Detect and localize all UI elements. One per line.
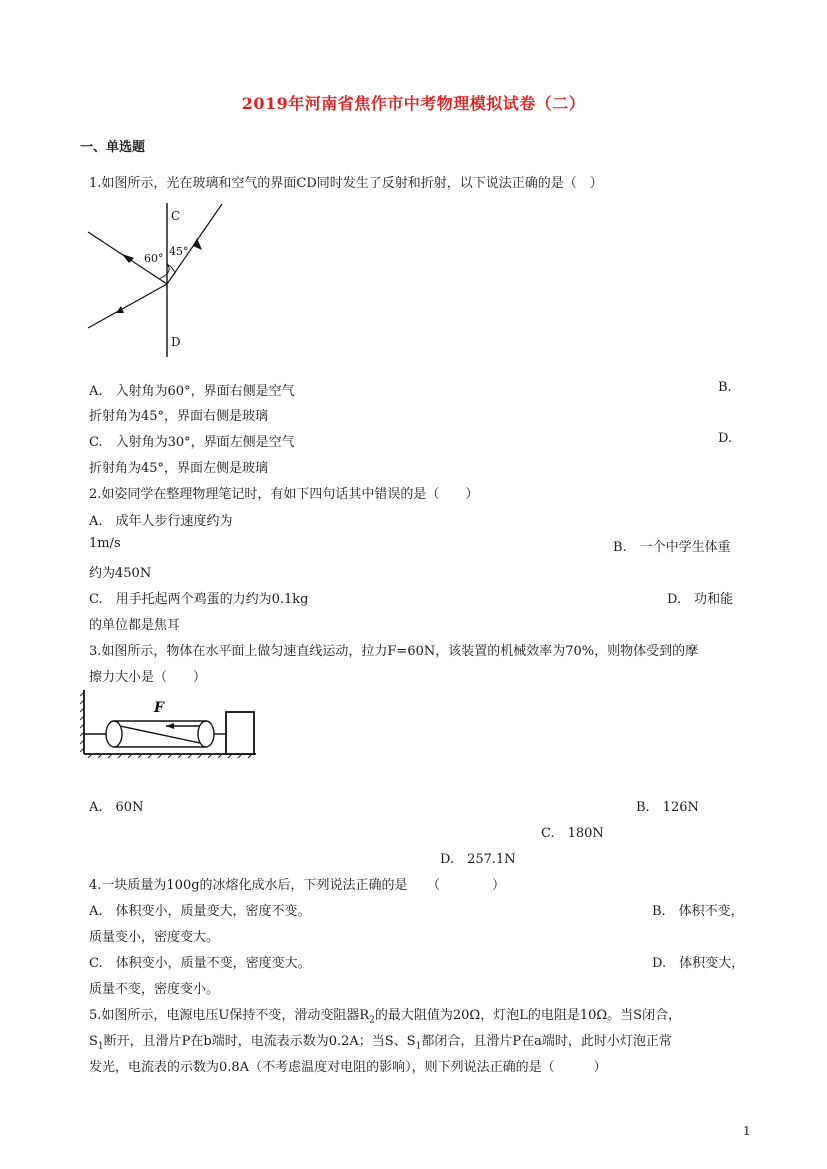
q1-option-a: A. 入射角为60°，界面右侧是空气 [89, 384, 295, 399]
q3-option-d: D. 257.1N [440, 852, 516, 867]
q1-option-b-letter: B. [718, 380, 732, 395]
question-1-text: 1.如图所示，光在玻璃和空气的界面CD同时发生了反射和折射，以下说法正确的是（ ） [89, 176, 603, 191]
q4-option-d-cont: 质量不变，密度变小。 [89, 982, 220, 997]
q2-option-d-cont: 的单位都是焦耳 [89, 618, 181, 633]
q2-option-a-cont: 1m/s [89, 536, 121, 551]
force-label: F [154, 700, 164, 716]
q4-option-a: A. 体积变小，质量变大，密度不变。 [89, 904, 311, 919]
question-5-line1: 5.如图所示，电源电压U保持不变，滑动变阻器$R_2$的最大阻值为20Ω，灯泡L的电阻是10Ω。当S闭合， [89, 1008, 682, 1026]
q4-option-b: B. 体积不变， [652, 904, 744, 919]
page-title: 2019年河南省焦作市中考物理模拟试卷（二） [241, 94, 586, 113]
question-4-text: 4.一块质量为100g的冰熔化成水后，下列说法正确的是 （ ） [89, 878, 506, 893]
question-3-text-line2: 擦力大小是（ ） [89, 670, 207, 685]
section-heading: 一、单选题 [80, 140, 146, 155]
q2-option-b-cont: 约为450N [89, 566, 152, 581]
q1-option-b: 折射角为45°，界面右侧是玻璃 [89, 409, 269, 424]
left-pulley [106, 721, 122, 747]
q4-option-d: D. 体积变大， [652, 956, 745, 971]
label-c: C [171, 209, 181, 223]
q3-option-c: C. 180N [541, 826, 604, 841]
refraction-figure [84, 200, 234, 360]
q2-option-c: C. 用手托起两个鸡蛋的力约为0.1kg [89, 592, 309, 607]
force-arrow [166, 723, 174, 729]
angle-45-label: 45° [169, 245, 189, 258]
question-5-line2: $S_1$断开，且滑片P在b端时，电流表示数为0.2A；当S、$S_1$都闭合，且滑片P在a端时，此时小灯泡正常 [89, 1034, 672, 1052]
incident-ray [88, 284, 167, 328]
q3-option-a: A. 60N [89, 800, 144, 815]
q4-option-b-cont: 质量变小，密度变大。 [89, 930, 220, 945]
q1-option-d-letter: D. [718, 431, 733, 446]
q2-option-b: B. 一个中学生体重 [613, 540, 731, 555]
question-2-text: 2.如姿同学在整理物理笔记时，有如下四句话其中错误的是（ ） [89, 487, 479, 502]
rope-diagonal [120, 726, 200, 743]
q4-option-c: C. 体积变小，质量不变，密度变大。 [89, 956, 311, 971]
page-number: 1 [743, 1124, 751, 1138]
question-3-text-line1: 3.如图所示，物体在水平面上做匀速直线运动，拉力F=60N，该装置的机械效率为70%，则物体受到的摩 [89, 644, 699, 659]
q2-option-d: D. 功和能 [667, 592, 734, 607]
incident-ray-arrow [116, 306, 124, 313]
label-d: D [171, 335, 181, 349]
pulley-figure [80, 688, 260, 763]
q3-option-b: B. 126N [636, 800, 699, 815]
q1-option-d: 折射角为45°，界面左侧是玻璃 [89, 461, 269, 476]
q2-option-a: A. 成年人步行速度约为 [89, 514, 233, 529]
block [226, 712, 254, 754]
right-ray-arrow [193, 238, 202, 250]
right-pulley [198, 721, 214, 747]
question-5-line3: 发光，电流表的示数为0.8A（不考虑温度对电阻的影响），则下列说法正确的是（ ） [89, 1060, 607, 1075]
q1-option-c: C. 入射角为30°，界面左侧是空气 [89, 435, 295, 450]
angle-60-label: 60° [144, 252, 164, 265]
